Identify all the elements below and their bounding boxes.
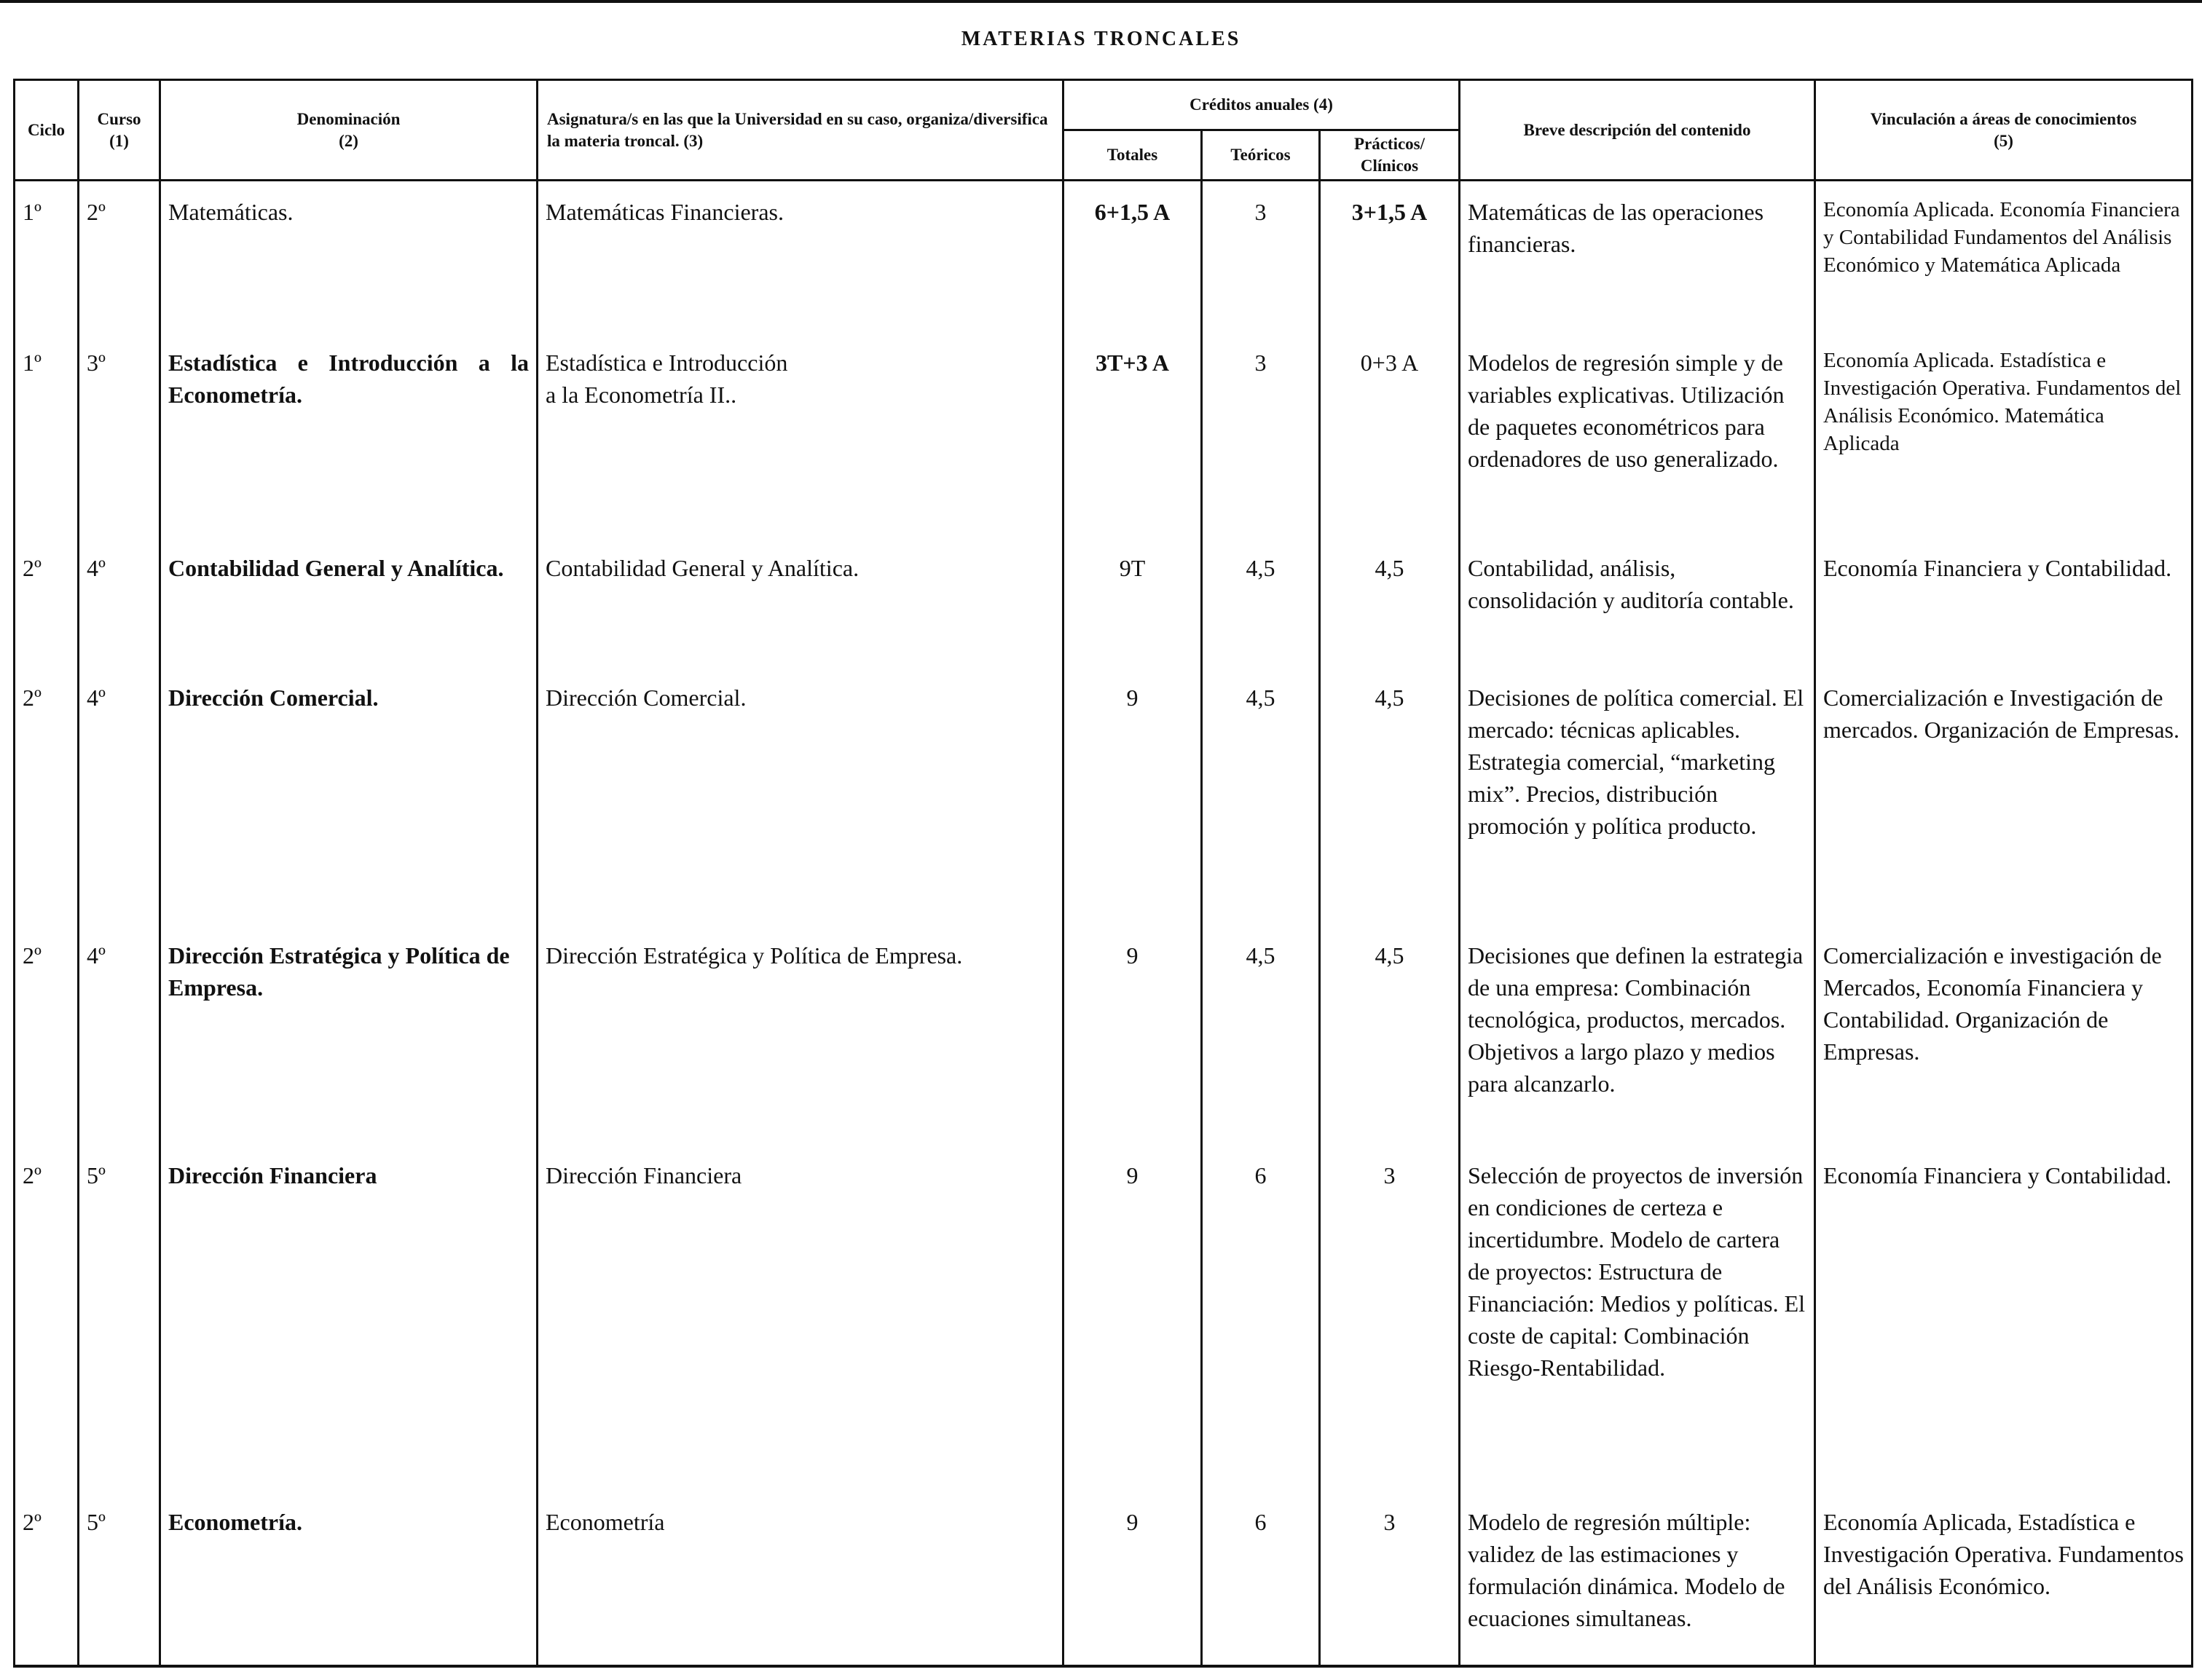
table-row — [15, 925, 2193, 1145]
header-descripcion: Breve descripción del contenido — [1460, 80, 1815, 181]
cell-ciclo: 2º — [15, 1145, 79, 1491]
cell-teoricos: 4,5 — [1202, 925, 1320, 1145]
cell-teoricos: 3 — [1202, 332, 1320, 537]
cell-asignatura: Contabilidad General y Analítica. — [538, 537, 1063, 667]
cell-practicos: 3+1,5 A — [1320, 181, 1460, 332]
table-row — [15, 667, 2193, 925]
header-vinculacion: Vinculación a áreas de conocimientos (5) — [1815, 80, 2193, 181]
cell-ciclo: 2º — [15, 537, 79, 667]
cell-asignatura: Dirección Financiera — [538, 1145, 1063, 1491]
cell-practicos: 3 — [1320, 1145, 1460, 1491]
cell-descripcion: Matemáticas de las operaciones financieras. — [1460, 181, 1815, 332]
cell-denominacion: Matemáticas. — [160, 181, 538, 332]
header-practicos: Prácticos/ Clínicos — [1320, 130, 1460, 181]
cell-curso: 4º — [79, 925, 160, 1145]
cell-curso: 2º — [79, 181, 160, 332]
table-row — [15, 1145, 2193, 1491]
cell-ciclo: 2º — [15, 925, 79, 1145]
table-row — [15, 332, 2193, 537]
cell-descripcion: Decisiones de política comercial. El mercado: técnicas aplicables. Estrategia comercial, “marketing mix”. Precios, distribución promoción y política producto. — [1460, 667, 1815, 925]
header-asignaturas: Asignatura/s en las que la Universidad en su caso, organiza/diversifica la materia troncal. (3) — [538, 80, 1063, 181]
cell-teoricos: 4,5 — [1202, 537, 1320, 667]
table-row — [15, 537, 2193, 667]
cell-ciclo: 1º — [15, 332, 79, 537]
cell-totales: 6+1,5 A — [1063, 181, 1202, 332]
cell-ciclo: 2º — [15, 1491, 79, 1666]
cell-totales: 9T — [1063, 537, 1202, 667]
cell-curso: 4º — [79, 537, 160, 667]
cell-denominacion: Contabilidad General y Analítica. — [160, 537, 538, 667]
cell-curso: 4º — [79, 667, 160, 925]
cell-asignatura: Dirección Comercial. — [538, 667, 1063, 925]
cell-asignatura: Dirección Estratégica y Política de Empresa. — [538, 925, 1063, 1145]
cell-curso: 3º — [79, 332, 160, 537]
cell-vinculacion: Economía Financiera y Contabilidad. — [1815, 537, 2193, 667]
cell-teoricos: 4,5 — [1202, 667, 1320, 925]
cell-practicos: 4,5 — [1320, 925, 1460, 1145]
cell-denominacion: Econometría. — [160, 1491, 538, 1666]
header-creditos: Créditos anuales (4) — [1063, 80, 1460, 130]
cell-practicos: 4,5 — [1320, 667, 1460, 925]
materias-table — [13, 79, 2193, 1668]
header-curso: Curso (1) — [79, 80, 160, 181]
page-title: MATERIAS TRONCALES — [961, 28, 1241, 50]
cell-teoricos: 6 — [1202, 1491, 1320, 1666]
cell-teoricos: 3 — [1202, 181, 1320, 332]
cell-vinculacion: Economía Aplicada. Estadística e Investigación Operativa. Fundamentos del Análisis Económico. Matemática Aplicada — [1815, 332, 2193, 537]
table-row — [15, 181, 2193, 332]
cell-curso: 5º — [79, 1145, 160, 1491]
cell-totales: 9 — [1063, 667, 1202, 925]
top-rule — [0, 0, 2202, 3]
header-totales: Totales — [1063, 130, 1202, 181]
cell-vinculacion: Comercialización e investigación de Mercados, Economía Financiera y Contabilidad. Organización de Empresas. — [1815, 925, 2193, 1145]
cell-practicos: 4,5 — [1320, 537, 1460, 667]
cell-totales: 9 — [1063, 1145, 1202, 1491]
cell-vinculacion: Comercialización e Investigación de mercados. Organización de Empresas. — [1815, 667, 2193, 925]
cell-asignatura: Matemáticas Financieras. — [538, 181, 1063, 332]
cell-practicos: 0+3 A — [1320, 332, 1460, 537]
cell-vinculacion: Economía Aplicada. Economía Financiera y Contabilidad Fundamentos del Análisis Económico y Matemática Aplicada — [1815, 181, 2193, 332]
cell-denominacion: Dirección Estratégica y Política de Empresa. — [160, 925, 538, 1145]
cell-denominacion: Dirección Comercial. — [160, 667, 538, 925]
cell-ciclo: 1º — [15, 181, 79, 332]
cell-descripcion: Selección de proyectos de inversión en condiciones de certeza e incertidumbre. Modelo de cartera de proyectos: Estructura de Financiación: Medios y políticas. El coste de capital: Combinación Riesgo-Rentabilidad. — [1460, 1145, 1815, 1491]
cell-totales: 3T+3 A — [1063, 332, 1202, 537]
cell-denominacion: Estadística e Introducción a la Econometría. — [160, 332, 538, 537]
header-ciclo: Ciclo — [15, 80, 79, 181]
cell-asignatura: Estadística e Introducción a la Econometría II.. — [538, 332, 1063, 537]
cell-ciclo: 2º — [15, 667, 79, 925]
cell-descripcion: Contabilidad, análisis, consolidación y auditoría contable. — [1460, 537, 1815, 667]
cell-vinculacion: Economía Financiera y Contabilidad. — [1815, 1145, 2193, 1491]
table-row — [15, 1491, 2193, 1666]
cell-descripcion: Modelo de regresión múltiple: validez de las estimaciones y formulación dinámica. Modelo de ecuaciones simultaneas. — [1460, 1491, 1815, 1666]
header-teoricos: Teóricos — [1202, 130, 1320, 181]
cell-denominacion: Dirección Financiera — [160, 1145, 538, 1491]
cell-asignatura: Econometría — [538, 1491, 1063, 1666]
cell-descripcion: Modelos de regresión simple y de variables explicativas. Utilización de paquetes econométricos para ordenadores de uso generalizado. — [1460, 332, 1815, 537]
cell-vinculacion: Economía Aplicada, Estadística e Investigación Operativa. Fundamentos del Análisis Económico. — [1815, 1491, 2193, 1666]
cell-totales: 9 — [1063, 925, 1202, 1145]
header-denominacion: Denominación (2) — [160, 80, 538, 181]
cell-teoricos: 6 — [1202, 1145, 1320, 1491]
cell-curso: 5º — [79, 1491, 160, 1666]
cell-practicos: 3 — [1320, 1491, 1460, 1666]
cell-totales: 9 — [1063, 1491, 1202, 1666]
cell-descripcion: Decisiones que definen la estrategia de una empresa: Combinación tecnológica, productos, mercados. Objetivos a largo plazo y medios para alcanzarlo. — [1460, 925, 1815, 1145]
